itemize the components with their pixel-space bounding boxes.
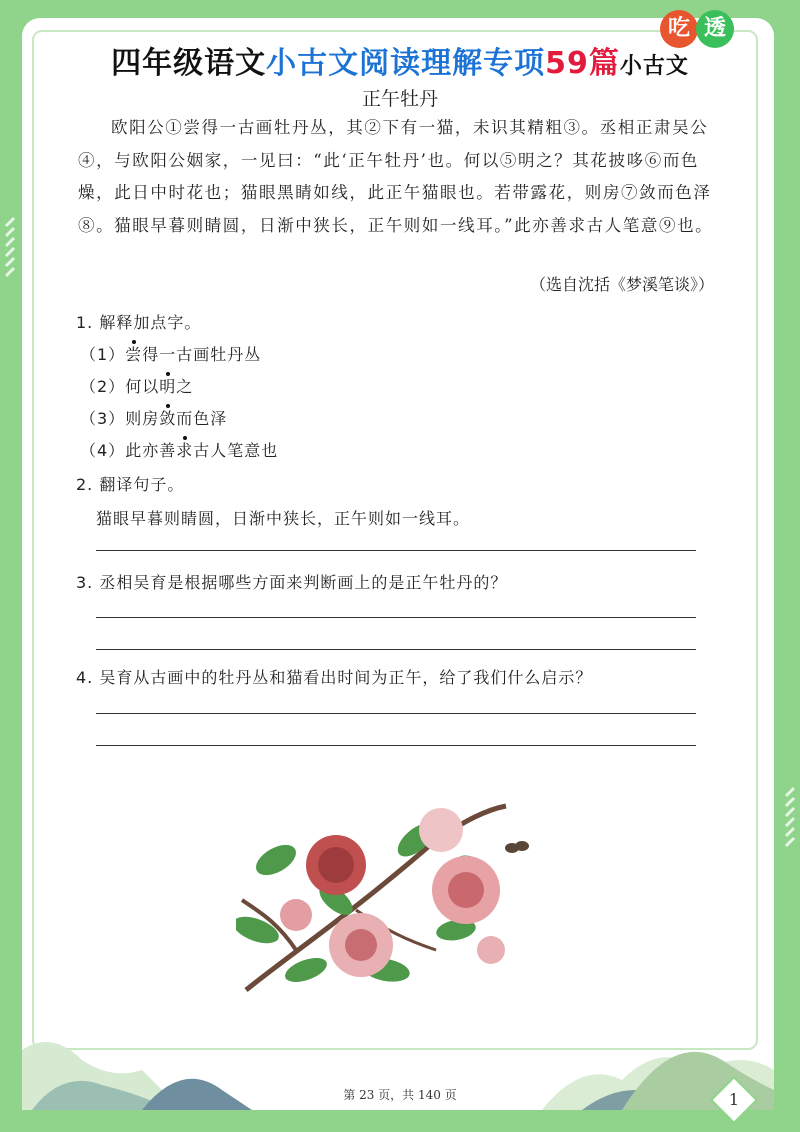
passage-source: （选自沈括《梦溪笔谈》） [529, 275, 714, 294]
item-prefix: （2） [80, 377, 126, 396]
dotted-char: 敛 [159, 409, 177, 428]
question-1-label: 1. 解释加点字。 [76, 313, 202, 332]
item-before: 何以 [125, 377, 160, 396]
logo-badge-eat: 吃 [660, 10, 698, 48]
title-count: 59篇 [545, 46, 620, 81]
question-1-item-1 [80, 342, 261, 365]
title-tag: 小古文 [619, 54, 689, 79]
item-before: 此亦善 [125, 441, 177, 460]
item-prefix: （4） [80, 441, 126, 460]
passage-title: 正午牡丹 [361, 88, 438, 110]
title-topic: 小古文阅读理解专项 [266, 46, 546, 81]
question-2-sentence: 猫眼早暮则睛圆，日渐中狭长，正午则如一线耳。 [96, 509, 471, 528]
item-prefix: （1） [80, 345, 126, 364]
item-after: 之 [176, 377, 194, 396]
question-4-label: 4. 吴育从古画中的牡丹丛和猫看出时间为正午，给了我们什么启示？ [76, 668, 593, 687]
answer-line[interactable] [96, 745, 696, 746]
answer-line[interactable] [96, 649, 696, 650]
item-after: 而色泽 [176, 409, 228, 428]
question-2-label: 2. 翻译句子。 [76, 475, 185, 494]
item-after: 古人笔意也 [193, 441, 279, 460]
question-1-item-4 [80, 438, 278, 461]
page-title [0, 38, 800, 82]
item-after: 得一古画牡丹丛 [142, 345, 262, 364]
peony-illustration [236, 800, 536, 1000]
question-1-item-3 [80, 406, 227, 429]
logo-badge-thorough: 透 [696, 10, 734, 48]
answer-line[interactable] [96, 550, 696, 551]
title-grade: 四年级语文 [111, 46, 267, 81]
question-1-item-2 [80, 374, 193, 397]
dotted-char: 尝 [125, 345, 143, 364]
item-prefix: （3） [80, 409, 126, 428]
page-number: 1 [728, 1090, 740, 1109]
item-before: 则房 [125, 409, 160, 428]
passage-text: 欧阳公①尝得一古画牡丹丛，其②下有一猫，未识其精粗③。丞相正肃吴公④，与欧阳公姻家，一见曰：“此‘正午牡丹’也。何以⑤明之？其花披哆⑥而色燥，此日中时花也；猫眼黑睛如线，此正午猫眼也。若带露花，则房⑦敛而色泽⑧。猫眼早暮则睛圆，日渐中狭长，正午则如一线耳。”此亦善求古人笔意⑨也。 [78, 118, 714, 235]
answer-line[interactable] [96, 713, 696, 714]
dotted-char: 明 [159, 377, 177, 396]
answer-line[interactable] [96, 617, 696, 618]
dotted-char: 求 [176, 441, 194, 460]
page-footer: 第 23 页，共 140 页 [343, 1088, 457, 1102]
question-3-label: 3. 丞相吴育是根据哪些方面来判断画上的是正午牡丹的？ [76, 573, 508, 592]
